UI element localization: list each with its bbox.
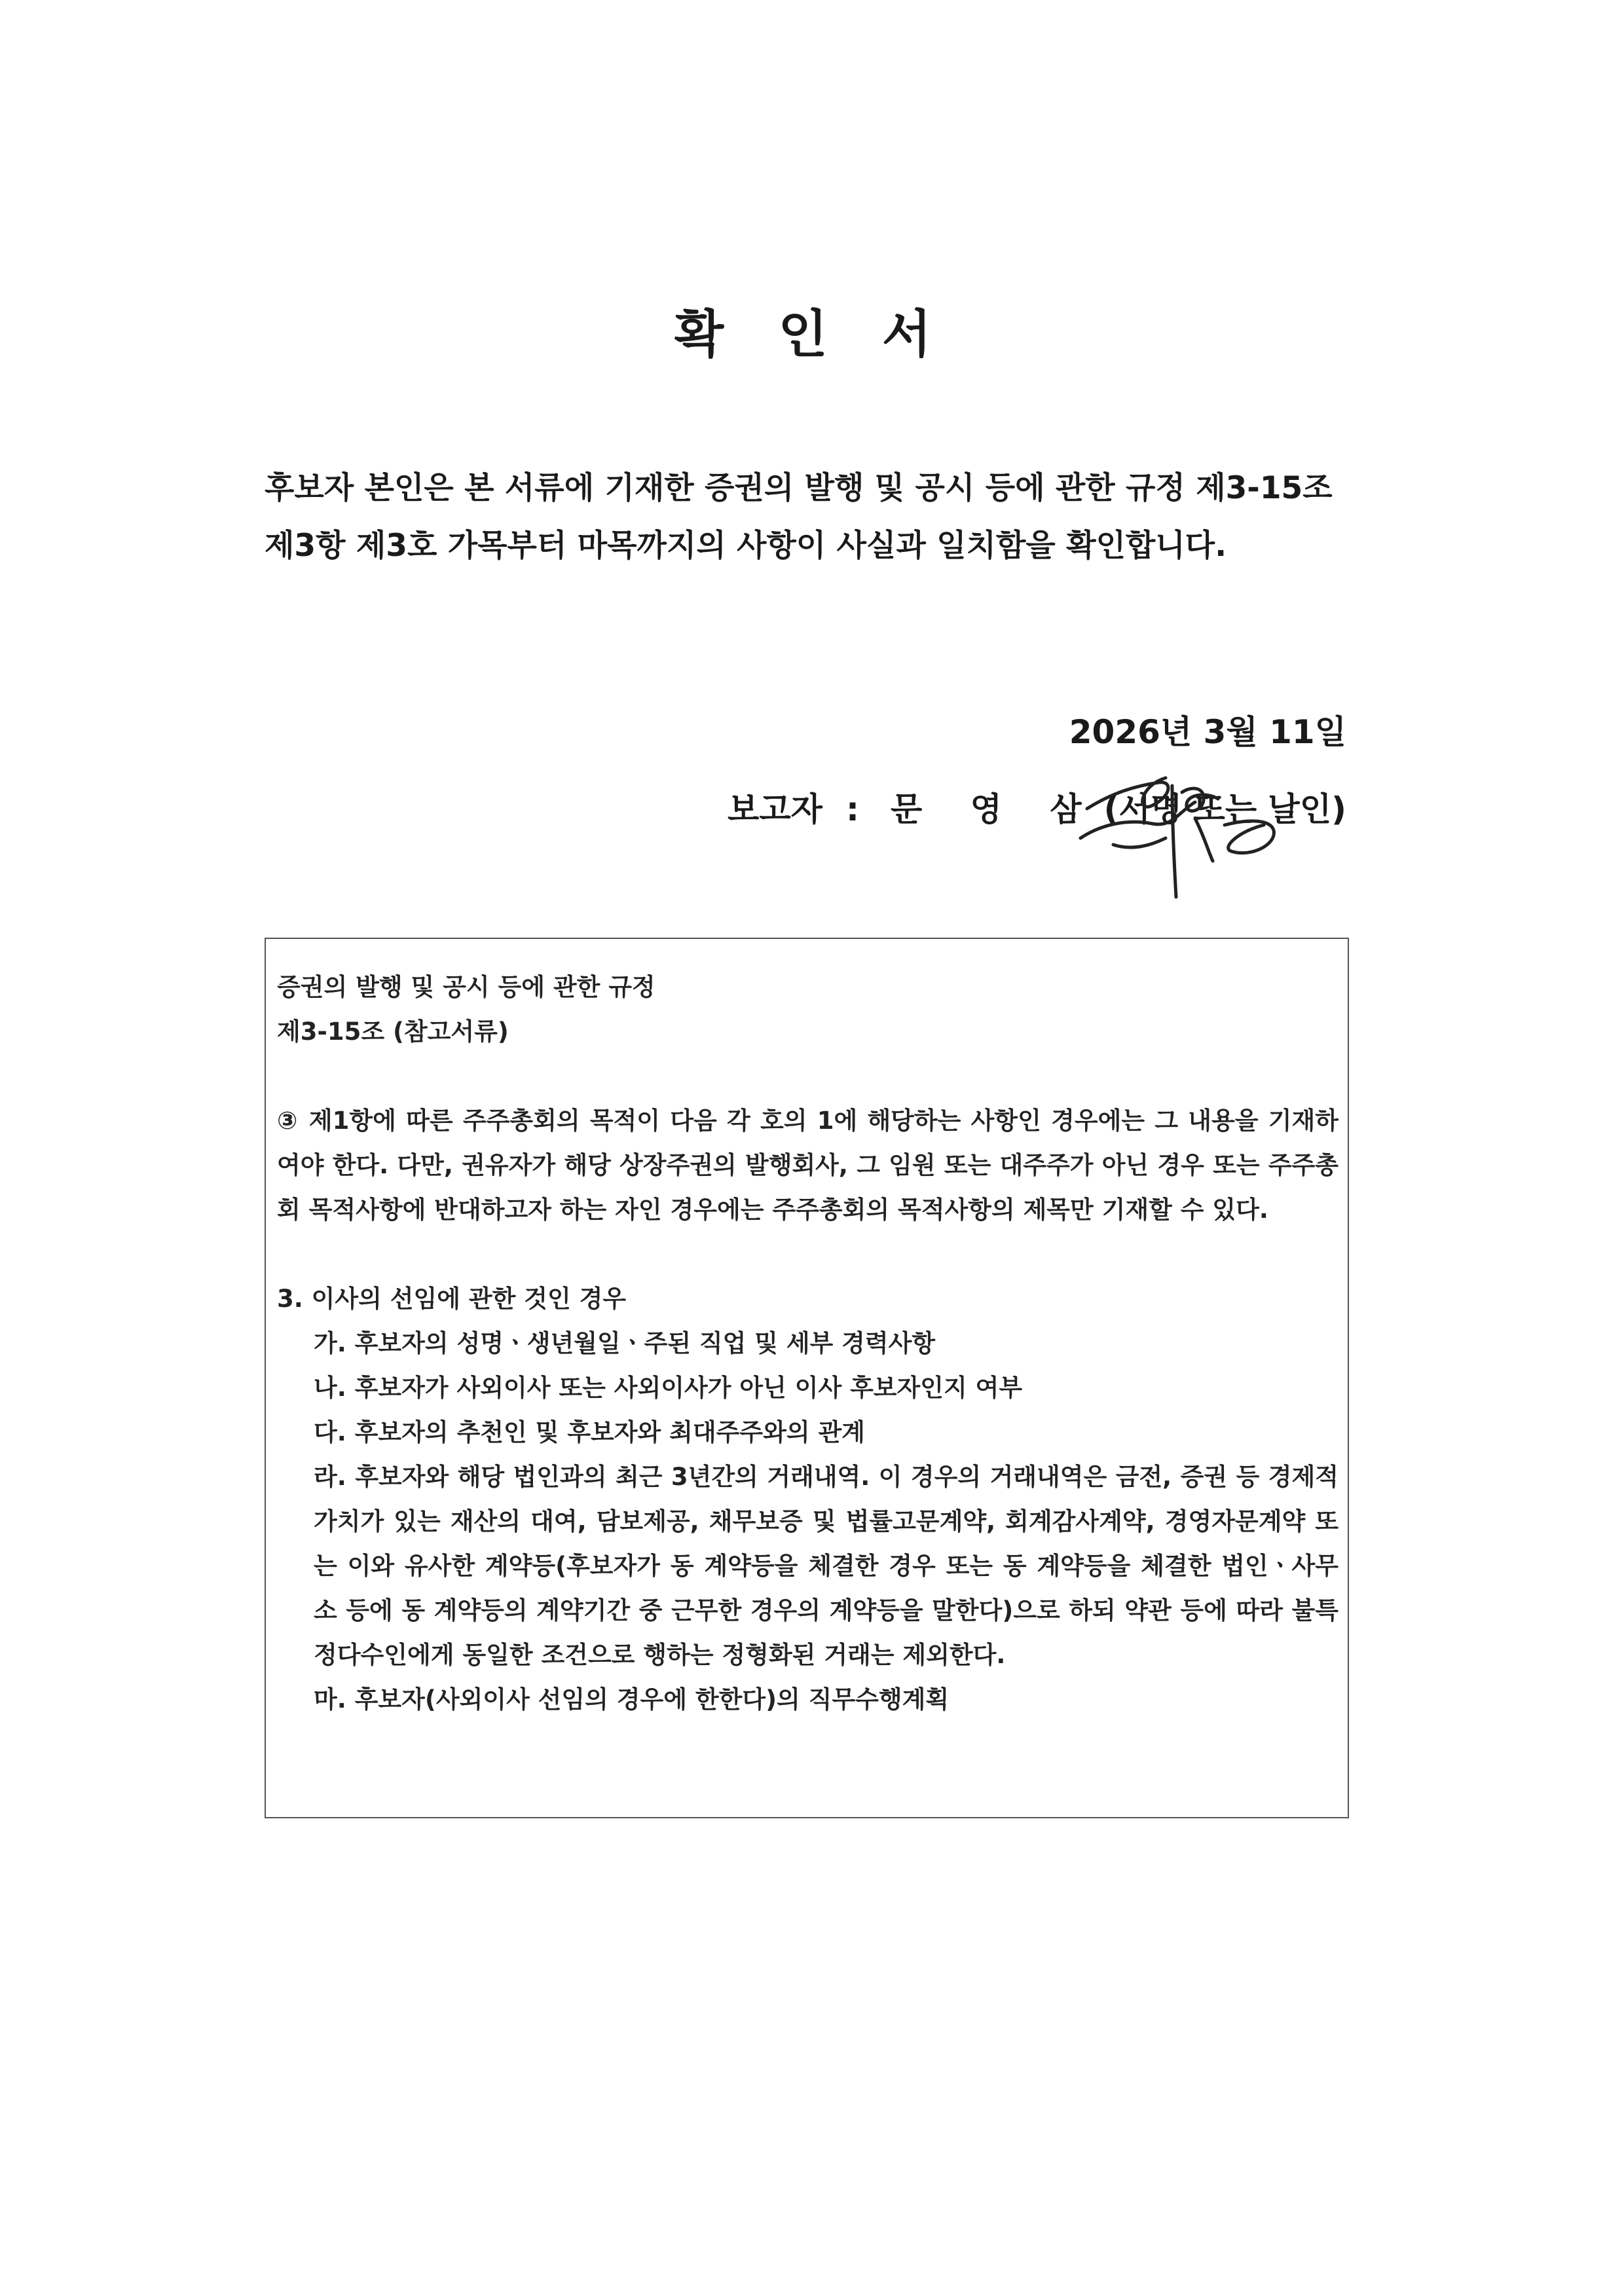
reporter-colon: : <box>845 790 859 828</box>
clause-item-ga: 가. 후보자의 성명ㆍ생년월일ㆍ주된 직업 및 세부 경력사항 <box>314 1329 936 1357</box>
confirmation-statement: 후보자 본인은 본 서류에 기재한 증권의 발행 및 공시 등에 관한 규정 제3-15조 제3항 제3호 가목부터 마목까지의 사항이 사실과 일치함을 확인합니다. <box>265 470 1333 564</box>
regulation-article: 제3-15조 (참고서류) <box>277 1018 509 1046</box>
paragraph-3: ③ 제1항에 따른 주주총회의 목적이 다음 각 호의 1에 해당하는 사항인 경우에는 그 내용을 기재하여야 한다. 다만, 권유자가 해당 상장주권의 발행회사, 그 임원 또는 대주주가 아닌 경우 또는 주주총회 목적사항에 반대하고자 하는 자인 경우에는 주주총회의 목적사항의 제목만 기재할 수 있다. <box>277 1107 1338 1224</box>
clause-3-heading: 3. 이사의 선임에 관한 것인 경우 <box>277 1285 627 1313</box>
reference-regulation-box <box>265 938 1349 1818</box>
handwritten-signature <box>1074 746 1290 910</box>
reporter-label: 보고자 <box>728 790 822 828</box>
clause-item-ma: 마. 후보자(사외이사 선임의 경우에 한한다)의 직무수행계획 <box>314 1685 950 1714</box>
clause-item-ra: 라. 후보자와 해당 법인과의 최근 3년간의 거래내역. 이 경우의 거래내역은 금전, 증권 등 경제적 가치가 있는 재산의 대여, 담보제공, 채무보증 및 법률고문계약, 회계감사계약, 경영자문계약 또는 이와 유사한 계약등(후보자가 동 계약등을 체결한 경우 또는 동 계약등을 체결한 법인ㆍ사무소 등에 동 계약등의 계약기간 중 근무한 경우의 계약등을 말한다)으로 하되 약관 등에 따라 불특정다수인에게 동일한 조건으로 행하는 정형화된 거래는 제외한다. <box>314 1463 1338 1669</box>
clause-item-na: 나. 후보자가 사외이사 또는 사외이사가 아닌 이사 후보자인지 여부 <box>314 1374 1023 1402</box>
regulation-title: 증권의 발행 및 공시 등에 관한 규정 <box>277 973 655 1001</box>
clause-item-da: 다. 후보자의 추천인 및 후보자와 최대주주와의 관계 <box>314 1418 865 1446</box>
document-date: 2026년 3월 11일 <box>1069 713 1346 751</box>
page-title: 확 인 서 <box>674 305 950 364</box>
reporter-name: 문 영 삼 <box>890 790 1100 828</box>
signature-note: (서명 또는 날인) <box>1103 790 1346 828</box>
